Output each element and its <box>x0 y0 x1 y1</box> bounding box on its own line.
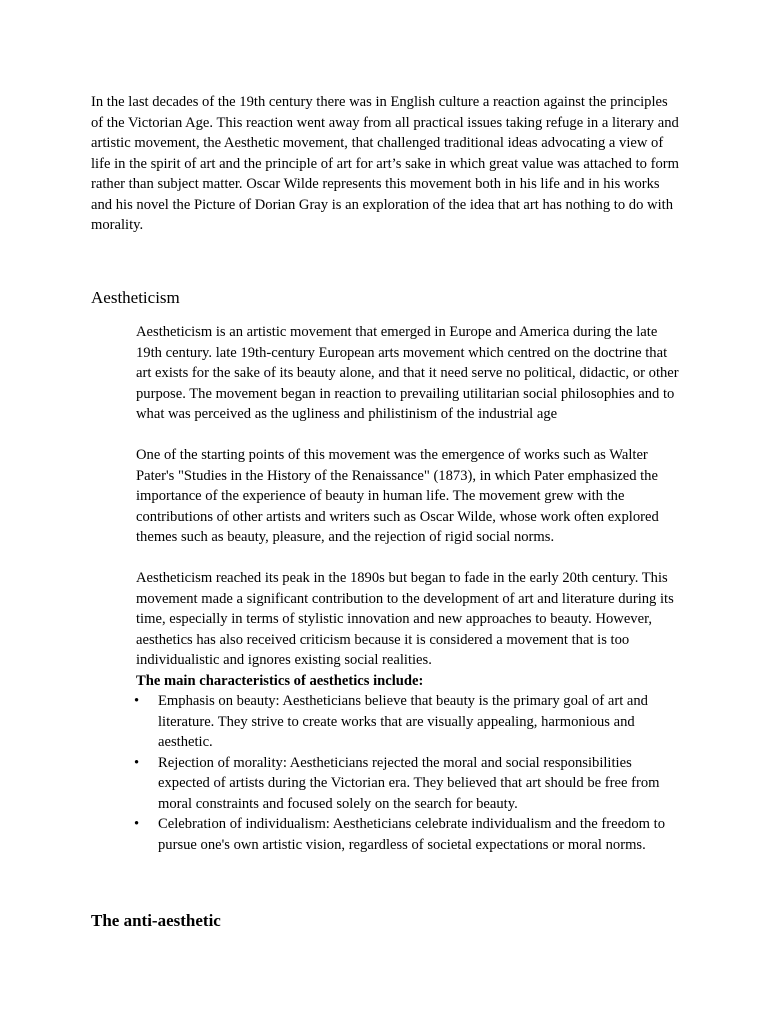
list-item <box>136 814 681 855</box>
list-item <box>136 691 681 753</box>
paragraph: Aestheticism reached its peak in the 1890s but began to fade in the early 20th century. This movement made a significant contribution to the development of art and literature during its time, especially in terms of stylistic innovation and new approaches to beauty. However, aesthetics has also received criticism because it is considered a movement that is too individualistic and ignores existing social realities. <box>136 570 674 668</box>
section-heading-aestheticism: Aestheticism <box>91 288 180 307</box>
aestheticism-body <box>136 322 681 855</box>
characteristics-heading: The main characteristics of aesthetics include: <box>136 672 424 689</box>
bullet-icon: • <box>134 693 140 709</box>
list-item-text: Celebration of individualism: Aestheticians celebrate individualism and the freedom to pursue one's own artistic vision, regardless of societal expectations or moral norms. <box>158 816 665 853</box>
bullet-icon: • <box>134 754 140 771</box>
paragraph: One of the starting points of this movement was the emergence of works such as Walter Pater's "Studies in the History of the Renaissance" (1873), in which Pater emphasized the importance of the experience of beauty in human life. The movement grew with the contributions of other artists and writers such as Oscar Wilde, whose work often explored themes such as beauty, pleasure, and the rejection of rigid social norms. <box>136 447 659 545</box>
list-item-text: Emphasis on beauty: Aestheticians believe that beauty is the primary goal of art and literature. They strive to create works that are visually appealing, harmonious and aesthetic. <box>158 693 648 750</box>
list-item-text: Rejection of morality: Aestheticians rejected the moral and social responsibilities expected of artists during the Victorian era. They believed that art should be free from moral constraints and focused solely on the search for beauty. <box>158 754 660 812</box>
bullet-icon: • <box>134 816 140 832</box>
characteristics-list <box>136 691 681 855</box>
intro-paragraph: In the last decades of the 19th century there was in English culture a reaction against the principles of the Victorian Age. This reaction went away from all practical issues taking refuge in a literary and artistic movement, the Aesthetic movement, that challenged traditional ideas advocating a view of life in the spirit of art and the principle of art for art’s sake in which great value was attached to form rather than subject matter. Oscar Wilde represents this movement both in his life and in his works and his novel the Picture of Dorian Gray is an exploration of the idea that art has nothing to do with morality. <box>91 94 679 233</box>
section-heading-anti-aesthetic: The anti-aesthetic <box>91 911 221 930</box>
paragraph: Aestheticism is an artistic movement that emerged in Europe and America during the late 19th century. late 19th-century European arts movement which centred on the doctrine that art exists for the sake of its beauty alone, and that it need serve no political, didactic, or other purpose. The movement began in reaction to prevailing utilitarian social philosophies and to what was perceived as the ugliness and philistinism of the industrial age <box>136 324 679 422</box>
list-item <box>136 753 681 815</box>
